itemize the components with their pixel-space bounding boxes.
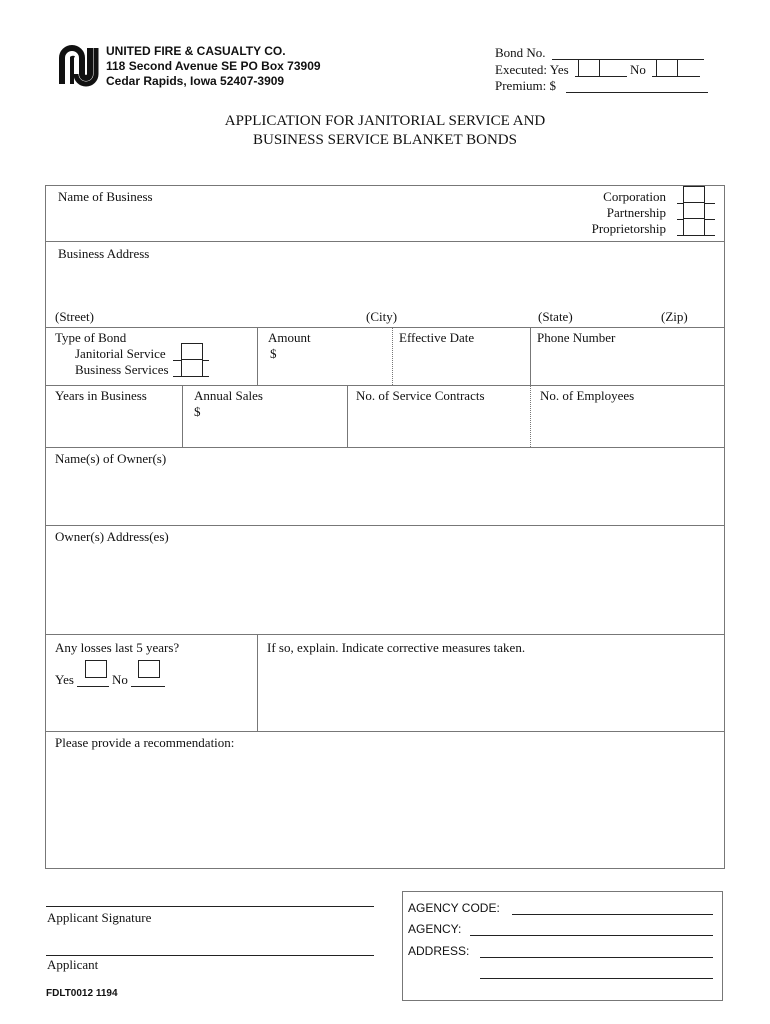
name-of-business-label: Name of Business — [58, 189, 153, 204]
applicant-label: Applicant — [47, 957, 99, 972]
divider — [392, 327, 393, 385]
recommendation-label: Please provide a recommendation: — [55, 735, 235, 750]
applicant-line[interactable] — [46, 955, 374, 956]
form-code: FDLT0012 1194 — [46, 988, 118, 999]
losses-yes-checkbox[interactable] — [85, 660, 107, 678]
owner-addresses-field[interactable] — [50, 547, 720, 629]
premium-field[interactable] — [566, 92, 708, 93]
divider — [45, 447, 725, 448]
janitorial-service-label: Janitorial Service — [75, 346, 166, 361]
city-label: (City) — [366, 309, 398, 324]
business-services-checkbox[interactable] — [181, 359, 203, 377]
business-address-label: Business Address — [58, 246, 150, 261]
effective-date-label: Effective Date — [399, 330, 475, 345]
divider — [530, 327, 531, 385]
applicant-signature-label: Applicant Signature — [47, 910, 152, 925]
proprietorship-checkbox[interactable] — [683, 218, 705, 236]
annual-sales-currency: $ — [194, 404, 201, 419]
executed-yes-label: Executed: Yes — [495, 62, 569, 77]
ufc-logo-icon — [58, 44, 100, 88]
bond-no-field[interactable] — [552, 59, 704, 60]
premium-label: Premium: $ — [495, 78, 557, 93]
phone-number-label: Phone Number — [537, 330, 616, 345]
name-of-business-field[interactable] — [50, 206, 570, 238]
form-title-line1: APPLICATION FOR JANITORIAL SERVICE AND — [224, 113, 546, 129]
years-in-business-label: Years in Business — [55, 388, 147, 403]
executed-no-checkbox[interactable] — [656, 59, 678, 77]
corporation-label: Corporation — [603, 189, 666, 204]
agency-address-field[interactable] — [480, 957, 713, 958]
company-block — [106, 44, 321, 89]
street-label: (Street) — [55, 309, 94, 324]
business-services-label: Business Services — [75, 362, 169, 377]
company-address-line1: 118 Second Avenue SE PO Box 73909 — [106, 59, 321, 73]
business-address-field[interactable] — [50, 264, 720, 306]
company-logo — [58, 44, 100, 88]
type-of-bond-label: Type of Bond — [55, 330, 127, 345]
divider — [45, 634, 725, 635]
company-name: UNITED FIRE & CASUALTY CO. — [106, 44, 286, 58]
divider — [45, 525, 725, 526]
annual-sales-label: Annual Sales — [194, 388, 263, 403]
agency-field[interactable] — [470, 935, 713, 936]
explain-label: If so, explain. Indicate corrective measures taken. — [267, 640, 526, 655]
recommendation-field[interactable] — [50, 752, 720, 864]
amount-label: Amount — [268, 330, 311, 345]
divider — [45, 385, 725, 386]
losses-yes-line — [77, 686, 109, 687]
losses-no-label: No — [112, 672, 128, 687]
losses-no-line — [131, 686, 165, 687]
divider — [45, 241, 725, 242]
divider — [45, 731, 725, 732]
zip-label: (Zip) — [661, 309, 688, 324]
agency-address-field-2[interactable] — [480, 978, 713, 979]
divider — [182, 385, 183, 447]
agency-label: AGENCY: — [408, 922, 462, 936]
divider — [257, 634, 258, 731]
form-title-line2: BUSINESS SERVICE BLANKET BONDS — [253, 132, 517, 148]
agency-code-label: AGENCY CODE: — [408, 901, 500, 915]
divider — [530, 385, 531, 447]
company-address-line2: Cedar Rapids, Iowa 52407-3909 — [106, 74, 285, 88]
divider — [347, 385, 348, 447]
owner-names-field[interactable] — [50, 468, 720, 520]
losses-question-label: Any losses last 5 years? — [55, 640, 180, 655]
form-title — [0, 112, 770, 150]
divider — [257, 327, 258, 385]
proprietorship-label: Proprietorship — [591, 221, 666, 236]
owner-addresses-label: Owner(s) Address(es) — [55, 529, 169, 544]
bond-no-label: Bond No. — [495, 45, 546, 60]
explain-field[interactable] — [262, 658, 720, 728]
agency-code-field[interactable] — [512, 914, 713, 915]
owner-names-label: Name(s) of Owner(s) — [55, 451, 167, 466]
state-label: (State) — [538, 309, 573, 324]
amount-currency: $ — [270, 346, 277, 361]
executed-yes-checkbox[interactable] — [578, 59, 600, 77]
executed-no-label: No — [630, 62, 646, 77]
losses-no-checkbox[interactable] — [138, 660, 160, 678]
agency-address-label: ADDRESS: — [408, 944, 470, 958]
losses-yes-label: Yes — [55, 672, 74, 687]
partnership-label: Partnership — [606, 205, 666, 220]
divider — [45, 327, 725, 328]
applicant-signature-line[interactable] — [46, 906, 374, 907]
service-contracts-label: No. of Service Contracts — [356, 388, 485, 403]
employees-label: No. of Employees — [540, 388, 635, 403]
